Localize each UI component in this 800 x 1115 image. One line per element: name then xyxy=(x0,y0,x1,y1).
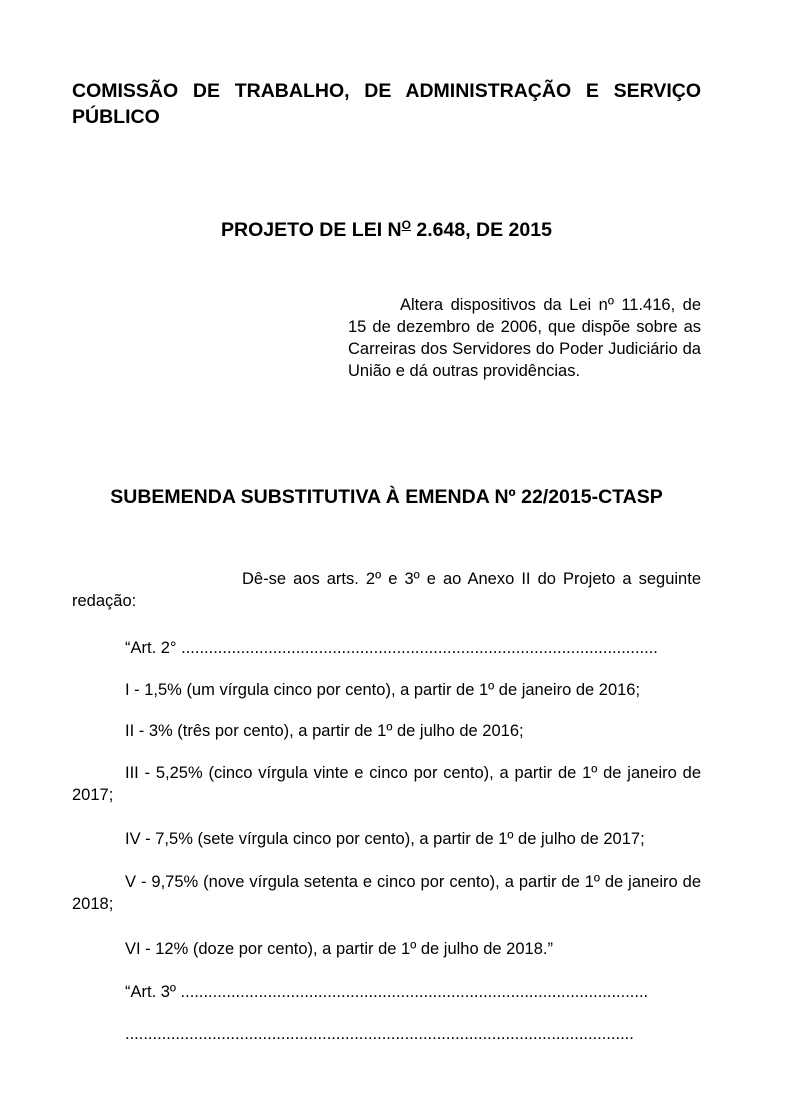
committee-heading: COMISSÃO DE TRABALHO, DE ADMINISTRAÇÃO E SERVIÇO PÚBLICO xyxy=(72,80,701,128)
intro-paragraph: Dê-se aos arts. 2º e 3º e ao Anexo II do Projeto a seguinte redação: xyxy=(72,570,701,610)
item-ii: II - 3% (três por cento), a partir de 1º de julho de 2016; xyxy=(125,722,524,740)
continuation-dots: ............................................................................................................... xyxy=(125,1025,634,1043)
bill-title-prefix: PROJETO DE LEI N xyxy=(221,219,402,241)
bill-title-suffix: 2.648, DE 2015 xyxy=(411,219,552,241)
bill-title xyxy=(72,212,701,243)
art3-line: “Art. 3º ...................................................................................................... xyxy=(125,983,649,1001)
bill-title-superscript: O xyxy=(401,218,411,232)
item-iii: III - 5,25% (cinco vírgula vinte e cinco por cento), a partir de 1º de janeiro de 2017; xyxy=(72,764,701,804)
subemenda-title: SUBEMENDA SUBSTITUTIVA À EMENDA Nº 22/2015-CTASP xyxy=(110,486,663,508)
item-iv: IV - 7,5% (sete vírgula cinco por cento), a partir de 1º de julho de 2017; xyxy=(125,830,645,848)
item-i: I - 1,5% (um vírgula cinco por cento), a partir de 1º de janeiro de 2016; xyxy=(125,681,641,699)
item-vi: VI - 12% (doze por cento), a partir de 1º de julho de 2018.” xyxy=(125,940,553,958)
ementa: Altera dispositivos da Lei nº 11.416, de 15 de dezembro de 2006, que dispõe sobre as Carreiras dos Servidores do Poder Judiciário da União e dá outras providências. xyxy=(348,296,701,380)
art2-line: “Art. 2° ........................................................................................................ xyxy=(125,639,658,657)
item-v: V - 9,75% (nove vírgula setenta e cinco por cento), a partir de 1º de janeiro de 2018; xyxy=(72,873,701,913)
